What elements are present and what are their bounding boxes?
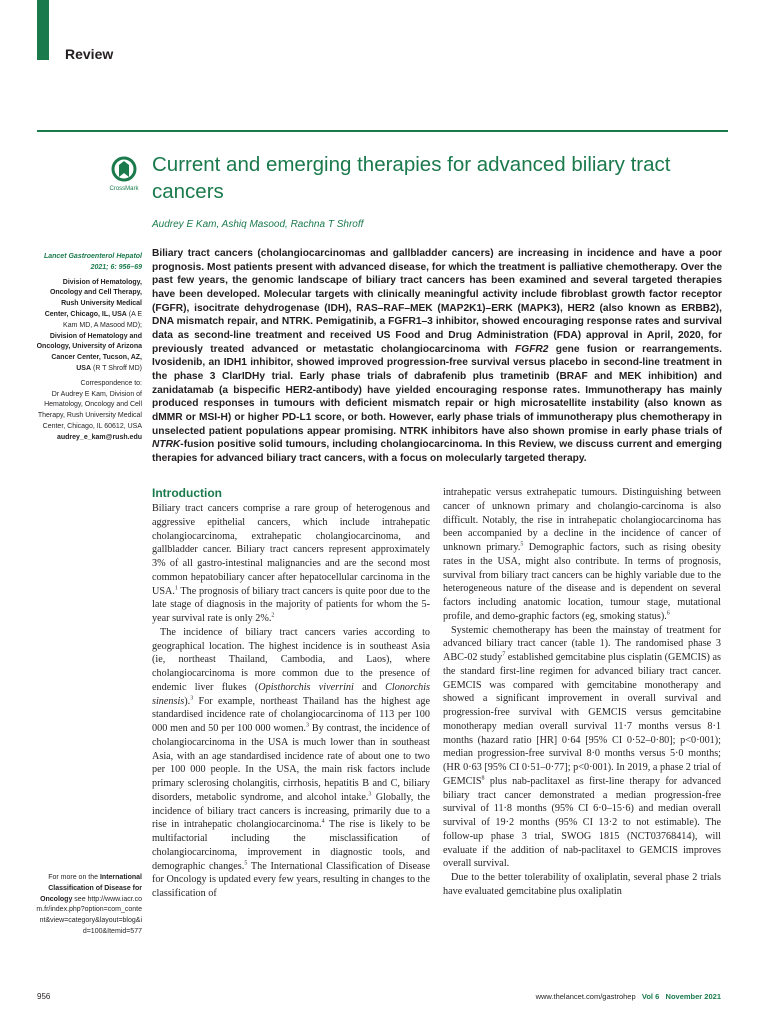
citation-ref[interactable]: 3	[305, 722, 309, 729]
article-authors: Audrey E Kam, Ashiq Masood, Rachna T Shroff	[152, 219, 364, 230]
citation-ref[interactable]: 8	[481, 775, 485, 782]
header-rule	[37, 130, 728, 132]
footer-citation	[536, 992, 721, 1001]
body-column-left	[152, 486, 430, 901]
citation-ref[interactable]: 5	[520, 541, 524, 548]
volume: Vol 6	[641, 992, 660, 1001]
citation-ref[interactable]: 7	[502, 651, 506, 658]
more-info-title: International Classification of Disease for Oncology	[40, 874, 142, 903]
section-label: Review	[65, 46, 114, 62]
citation-ref[interactable]: 6	[666, 610, 670, 617]
citation-ref[interactable]: 2	[271, 612, 275, 619]
citation-ref[interactable]: 3	[368, 791, 372, 798]
issue-date: November 2021	[665, 992, 721, 1001]
correspondence-email[interactable]: audrey_e_kam@rush.edu	[56, 433, 142, 441]
paragraph-2: The incidence of biliary tract cancers varies according to geographical location. The highest incidence is in southeast Asia (ie, northeast Thailand, Cambodia, and Laos), where cholangiocarcinoma is more common due to the presence of endemic liver flukes (Opisthorchis viverrini and Clonorchis sinensis).$^3$ For example, northeast Thailand has the highest age standardised incidence rate of cholangiocarcinoma of 113 per 100 000 men and 50 per 100 000 women.$^3$ By contrast, the incidence of cholangiocarcinoma in the USA is much lower than in southeast Asia, with an age standardised incidence rate of about one to two per 100 000 people. In the USA, the main risk factors include primary sclerosing cholangitis, cirrhosis, hepatitis B and C, biliary disorders, metabolic syndrome, and alcohol intake.$^3$ Globally, the incidence of biliary tract cancers is increasing, primarily due to a rise in intrahepatic cholangiocarcinoma.$^4$ The rise is likely to be multifactorial including the misclassification of cholangiocarcinoma, improvement in diagnostic tools, and demographic changes.$^5$ The International Classification of Disease for Oncology is updated every few years, resulting in changes to the classification of	[152, 626, 431, 899]
crossmark-logo[interactable]	[108, 155, 140, 193]
body-column-right	[443, 486, 721, 899]
citation-ref[interactable]: 5	[244, 860, 248, 867]
affiliation-2-institution: Division of Hematology and Oncology, University of Arizona Cancer Center, Tucson, AZ, USA	[36, 332, 142, 372]
abstract-text-2: gene fusion or rearrangements. Ivosidenib, an IDH1 inhibitor, showed improved progression-free survival versus placebo in second-line treatment in the phase 3 ClarIDHy trial. Early phase trials of dabrafenib plus trametinib (BRAF and MEK inhibition) and zanidatamab (a bispecific HER2-antibody) have yielded encouraging response rates. Immunotherapy has mainly produced responses in tumours with deficient mismatch repair or high microsatellite instability (also known as dMMR or MSI-H) or higher PD-L1 score, or both. However, early phase trials of immunotherapy plus chemotherapy in unselected patient populations appear promising. NTRK inhibitors have also shown promise in early phase trials of	[152, 343, 723, 437]
abstract-gene-ntrk: NTRK	[152, 439, 181, 451]
citation-ref[interactable]: 3	[190, 695, 194, 702]
citation-ref[interactable]: 1	[174, 585, 178, 592]
paragraph-3: intrahepatic versus extrahepatic tumours. Distinguishing between cancer of unknown primary and cholangio-carcinoma is also difficult. Notably, the rise in intrahepatic cholangiocarcinoma has been accompanied by a decline in the incidence of cancer of unknown primary.$^5$ Demographic factors, such as rising obesity rates in the USA, might also contribute. In terms of prognosis, survival from biliary tract cancers can be highly variable due to the heterogeneous nature of the disease and is dependent on several factors including anatomic location, tumour stage, mutational profile, and demo-graphic factors (eg, smoking status).$^6$	[443, 487, 721, 622]
journal-name: Lancet Gastroenterol Hepatol	[43, 253, 142, 260]
journal-accent-bar	[37, 0, 49, 60]
affiliation-1	[36, 278, 142, 375]
affiliation-1-people: (A E Kam MD, A Masood MD);	[63, 310, 142, 329]
journal-url[interactable]: www.thelancet.com/gastrohep	[535, 992, 636, 1001]
paragraph-1: Biliary tract cancers comprise a rare group of heterogenous and aggressive epithelial cancers, which include intrahepatic cholangiocarcinoma, extrahepatic cholangiocarcinoma, and gallbladder cancer. Biliary tract cancers represent approximately 3% of all gastro-intestinal malignancies and are the second most common hepatobiliary cancer after hepatocellular carcinoma in the USA.$^1$ The prognosis of biliary tract cancers is quite poor due to the late stage of diagnosis in the majority of patients for whom the 5-year survival rate is only 2%.$^2$	[152, 503, 430, 624]
citation-ref[interactable]: 4	[321, 818, 325, 825]
more-info-link[interactable]: see http://www.iacr.com.fr/index.php?option=com_content&view=category&layout=blog&id=100&Itemid=577	[36, 895, 142, 935]
crossmark-label: CrossMark	[109, 186, 139, 192]
more-info-prefix: For more on the	[48, 874, 99, 881]
affiliation-2-people: (R T Shroff MD)	[92, 364, 142, 372]
sidebar-more-info	[36, 873, 142, 938]
article-title: Current and emerging therapies for advanced biliary tract cancers	[152, 153, 671, 203]
abstract-text-1: Biliary tract cancers (cholangiocarcinomas and gallbladder cancers) are increasing in incidence and have a poor prognosis. Most patients present with advanced disease, for which the treatment is palliative chemotherapy. Over the past few years, the genomic landscape of biliary tract cancers has been examined and several targeted therapies have been developed. Molecular targets with clinically meaningful activity include fibroblast growth factor receptor (FGFR), isocitrate dehydrogenase (IDH), RAS–RAF–MEK (MAP2K1)–ERK (MAPK3), HER2 (also known as ERBB2), DNA mismatch repair, and NTRK. Pemigatinib, a FGFR1–3 inhibitor, showed encouraging response rates and survival data as second-line treatment and received US Food and Drug Administration (FDA) approval in April, 2020, for previously treated advanced or metastatic cholangiocarcinoma with	[152, 248, 722, 355]
crossmark-icon	[108, 155, 140, 193]
sidebar-affiliations	[36, 252, 142, 444]
abstract-gene-fgfr2: FGFR2	[515, 343, 549, 355]
correspondence-address: Dr Audrey E Kam, Division of Hematology, Oncology and Cell Therapy, Rush University Medical Center, Chicago, IL 60612, USA	[37, 390, 142, 430]
paragraph-5: Due to the better tolerability of oxaliplatin, several phase 2 trials have evaluated gemcitabine plus oxaliplatin	[443, 872, 721, 897]
citation: 2021; 6: 956–69	[90, 263, 142, 271]
correspondence-label: Correspondence to:	[80, 379, 142, 387]
section-heading-introduction: Introduction	[152, 486, 222, 500]
paragraph-4: Systemic chemotherapy has been the mainstay of treatment for advanced biliary tract cancer (table 1). The randomised phase 3 ABC-02 study$^7$ established gemcitabine plus cisplatin (GEMCIS) as the standard first-line regimen for advanced biliary tract cancer. GEMCIS was compared with gemcitabine monotherapy and showed a significant improvement in overall survival and progression-free survival with GEMCIS versus gemcitabine monotherapy median overall survival 11·7 months versus 8·1 months (hazard ratio [HR] 0·64 [95% CI 0·52–0·80]; p<0·001); median progression-free survival 8·0 months versus 5·0 months; (HR 0·63 [95% CI 0·51–0·77]; p<0·001). In 2019, a phase 2 trial of GEMCIS$^8$ plus nab-paclitaxel as first-line therapy for advanced biliary tract cancer demonstrated a median progression-free survival of 11·8 months (95% CI 6·0–15·6) and median overall survival of 19·2 months (95% CI 13·2 to not estimable). The follow-up phase 3 trial, SWOG 1815 (NCT03768414), will evaluate if the addition of nab-paclitaxel to GEMCIS improves overall survival.	[443, 624, 721, 870]
affiliation-1-institution: Division of Hematology, Oncology and Cell Therapy, Rush University Medical Center, Chicago, IL, USA	[44, 278, 142, 318]
page-number: 956	[37, 992, 51, 1001]
abstract-text-3: -fusion positive solid tumours, including cholangiocarcinoma. In this Review, we discuss current and emerging therapies for advanced biliary tract cancers, with a focus on molecularly targeted therapy.	[152, 439, 722, 464]
abstract	[152, 247, 722, 466]
